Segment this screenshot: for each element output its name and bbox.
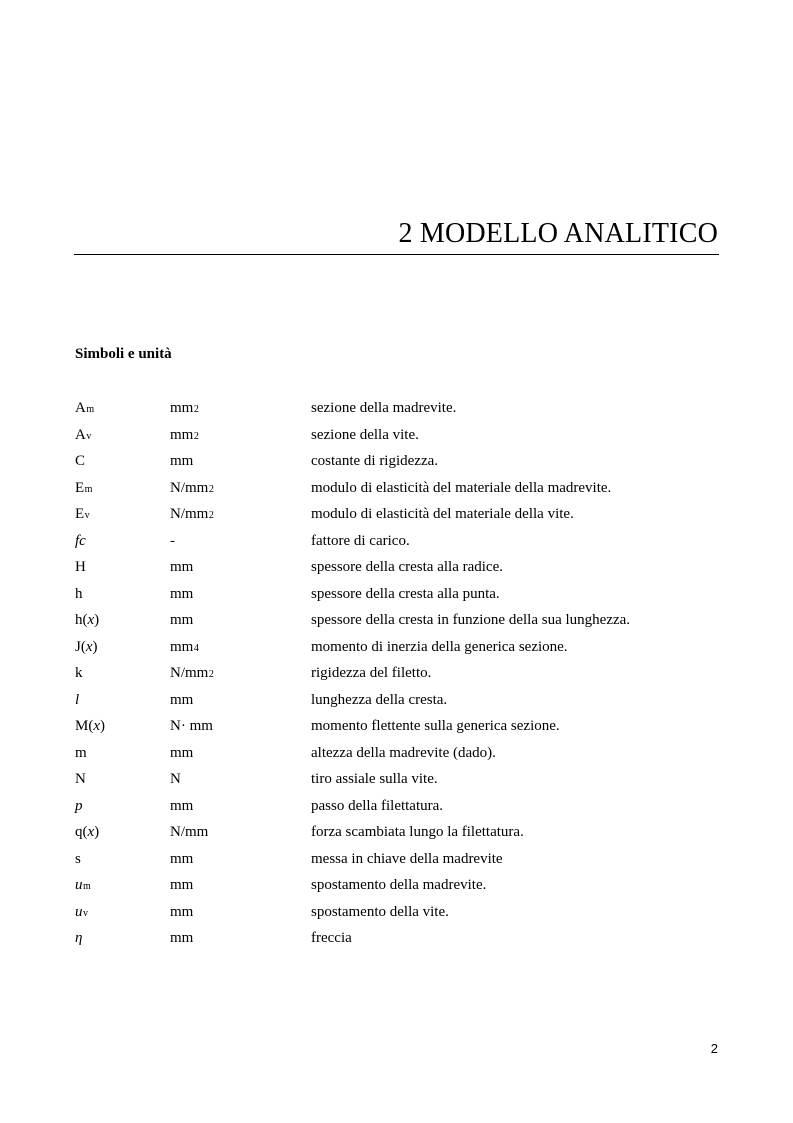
- description-cell: spessore della cresta alla radice.: [311, 559, 503, 575]
- symbol-cell: [75, 475, 92, 504]
- description-cell: rigidezza del filetto.: [311, 665, 432, 681]
- unit-cell: [170, 660, 214, 689]
- description-cell: spessore della cresta in funzione della sua lunghezza.: [311, 612, 631, 628]
- unit-base: mm: [170, 559, 194, 575]
- symbol-tail: ): [94, 612, 100, 628]
- symbol-row: [75, 634, 735, 661]
- unit-base: mm: [170, 797, 194, 814]
- unit-base: mm: [170, 744, 194, 761]
- symbol-row: [75, 872, 735, 899]
- unit-base: mm: [170, 877, 194, 893]
- unit-cell: [170, 395, 199, 424]
- symbol-base: M(: [75, 718, 94, 734]
- unit-sup: 2: [208, 510, 214, 521]
- symbol-row: [75, 660, 735, 687]
- unit-base: N/mm: [170, 824, 209, 840]
- symbol-sub: m: [83, 881, 91, 892]
- symbol-row: [75, 846, 735, 873]
- symbol-base: k: [75, 665, 83, 681]
- unit-cell: [170, 766, 181, 793]
- symbol-row: [75, 528, 735, 555]
- symbol-cell: [75, 528, 86, 555]
- unit-base: N/mm: [170, 665, 209, 681]
- symbol-base: J(: [75, 638, 86, 655]
- unit-sup: 2: [208, 483, 214, 495]
- symbol-sub: v: [84, 510, 90, 521]
- symbol-cell: [75, 660, 83, 687]
- unit-cell: [170, 448, 193, 475]
- symbol-cell: [75, 899, 88, 928]
- symbol-base: h: [75, 585, 83, 602]
- symbol-italic: p: [75, 797, 83, 814]
- symbol-base: m: [75, 744, 87, 761]
- symbol-base: A: [75, 400, 86, 416]
- symbol-base: C: [75, 453, 86, 469]
- symbol-row: [75, 713, 735, 740]
- symbol-cell: [75, 793, 83, 820]
- unit-base: mm: [170, 850, 194, 867]
- symbol-cell: [75, 634, 98, 661]
- symbol-row: [75, 422, 735, 449]
- symbol-table: [75, 395, 735, 952]
- symbol-cell: [75, 554, 86, 581]
- unit-cell: [170, 634, 199, 663]
- symbol-row: [75, 687, 735, 714]
- description-cell: fattore di carico.: [311, 532, 410, 549]
- unit-cell: [170, 899, 193, 926]
- unit-base: mm: [170, 903, 194, 920]
- section-heading: Simboli e unità: [75, 346, 172, 362]
- symbol-base: s: [75, 850, 81, 867]
- unit-base: mm: [170, 691, 194, 708]
- description-cell: sezione della madrevite.: [311, 400, 457, 416]
- unit-cell: [170, 925, 193, 952]
- symbol-base: q(: [75, 824, 88, 840]
- unit-cell: [170, 528, 175, 555]
- symbol-row: [75, 475, 735, 502]
- description-cell: modulo di elasticità del materiale della madrevite.: [311, 479, 612, 496]
- unit-cell: [170, 846, 193, 873]
- description-cell: passo della filettatura.: [311, 797, 444, 814]
- symbol-italic: η: [75, 930, 83, 946]
- symbol-cell: [75, 740, 87, 767]
- symbol-italic: u: [75, 877, 83, 893]
- symbol-row: [75, 501, 735, 528]
- unit-cell: [170, 475, 214, 504]
- symbol-cell: [75, 819, 99, 846]
- description-cell: altezza della madrevite (dado).: [311, 744, 496, 761]
- symbol-row: [75, 925, 735, 952]
- unit-base: mm: [170, 453, 194, 469]
- symbol-row: [75, 766, 735, 793]
- symbol-cell: [75, 925, 82, 952]
- symbol-cell: [75, 607, 99, 634]
- unit-sup: 2: [193, 404, 199, 415]
- unit-cell: [170, 713, 213, 740]
- symbol-sub: v: [86, 430, 92, 442]
- description-cell: forza scambiata lungo la filettatura.: [311, 824, 524, 840]
- symbol-row: [75, 448, 735, 475]
- unit-base: mm: [170, 585, 194, 602]
- unit-cell: [170, 554, 193, 581]
- symbol-cell: [75, 766, 86, 793]
- unit-base: -: [170, 532, 175, 549]
- description-cell: spostamento della madrevite.: [311, 877, 487, 893]
- unit-base: N/mm: [170, 479, 209, 496]
- symbol-cell: [75, 846, 81, 873]
- symbol-cell: [75, 501, 90, 530]
- unit-cell: [170, 422, 199, 451]
- symbol-tail: ): [100, 718, 106, 734]
- unit-cell: [170, 607, 193, 634]
- unit-cell: [170, 687, 193, 714]
- description-cell: spostamento della vite.: [311, 903, 449, 920]
- symbol-row: [75, 607, 735, 634]
- symbol-italic: u: [75, 903, 83, 920]
- description-cell: freccia: [311, 930, 352, 946]
- unit-cell: [170, 872, 193, 899]
- symbol-sub: v: [83, 907, 88, 919]
- chapter-title: 2 MODELLO ANALITICO: [398, 218, 718, 249]
- description-cell: spessore della cresta alla punta.: [311, 585, 500, 602]
- symbol-tail: ): [94, 824, 100, 840]
- unit-base: N: [170, 771, 181, 787]
- description-cell: momento di inerzia della generica sezione.: [311, 638, 568, 655]
- symbol-italic: x: [93, 718, 101, 734]
- symbol-cell: [75, 581, 83, 608]
- unit-base: N· mm: [170, 718, 213, 734]
- symbol-sub: m: [86, 404, 95, 415]
- description-cell: modulo di elasticità del materiale della vite.: [311, 506, 574, 522]
- symbol-base: N: [75, 771, 86, 787]
- description-cell: momento flettente sulla generica sezione.: [311, 718, 560, 734]
- symbol-cell: [75, 448, 85, 475]
- description-cell: sezione della vite.: [311, 426, 419, 443]
- unit-cell: [170, 740, 193, 767]
- symbol-row: [75, 581, 735, 608]
- symbol-cell: [75, 422, 91, 451]
- title-rule: [74, 254, 719, 255]
- symbol-italic: x: [85, 638, 93, 655]
- unit-sup: 2: [193, 430, 199, 442]
- symbol-base: H: [75, 559, 86, 575]
- description-cell: costante di rigidezza.: [311, 453, 439, 469]
- symbol-base: E: [75, 506, 85, 522]
- unit-base: mm: [170, 426, 194, 443]
- unit-cell: [170, 793, 193, 820]
- symbol-italic: l: [75, 691, 80, 708]
- symbol-base: E: [75, 479, 85, 496]
- symbol-italic: x: [87, 612, 95, 628]
- unit-cell: [170, 819, 208, 846]
- symbol-cell: [75, 872, 91, 901]
- symbol-row: [75, 793, 735, 820]
- symbol-italic: fc: [75, 532, 86, 549]
- unit-sup: 4: [193, 642, 199, 654]
- unit-cell: [170, 581, 193, 608]
- page-number: 2: [710, 1041, 718, 1056]
- symbol-base: h(: [75, 612, 88, 628]
- symbol-italic: x: [87, 824, 95, 840]
- symbol-base: A: [75, 426, 86, 443]
- symbol-row: [75, 899, 735, 926]
- description-cell: messa in chiave della madrevite: [311, 850, 503, 867]
- unit-sup: 2: [208, 669, 214, 680]
- symbol-row: [75, 554, 735, 581]
- unit-cell: [170, 501, 214, 530]
- unit-base: mm: [170, 930, 194, 946]
- unit-base: mm: [170, 638, 194, 655]
- symbol-cell: [75, 687, 79, 714]
- description-cell: lunghezza della cresta.: [311, 691, 448, 708]
- symbol-cell: [75, 395, 94, 424]
- symbol-row: [75, 819, 735, 846]
- symbol-cell: [75, 713, 105, 740]
- unit-base: N/mm: [170, 506, 209, 522]
- description-cell: tiro assiale sulla vite.: [311, 771, 438, 787]
- unit-base: mm: [170, 400, 194, 416]
- symbol-tail: ): [92, 638, 98, 655]
- symbol-sub: m: [84, 483, 93, 495]
- symbol-row: [75, 395, 735, 422]
- symbol-row: [75, 740, 735, 767]
- unit-base: mm: [170, 612, 194, 628]
